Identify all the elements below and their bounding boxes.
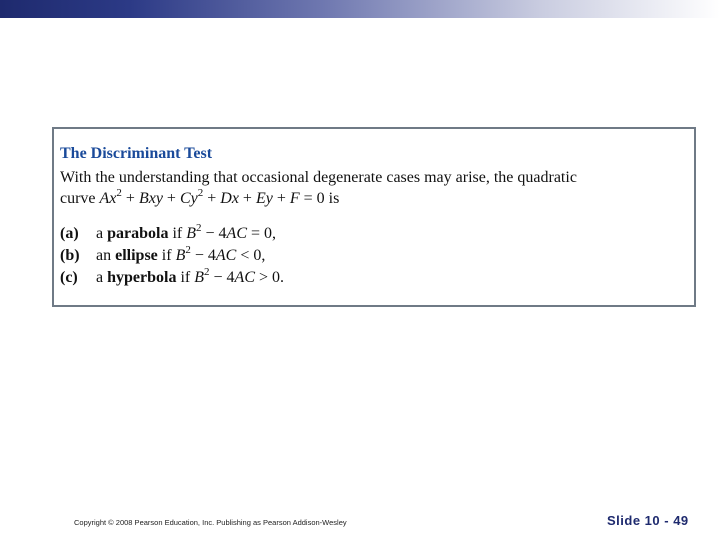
discriminant-test-box: [52, 127, 696, 307]
equation-end: = 0 is: [303, 190, 340, 207]
case-relation: < 0,: [240, 247, 266, 264]
case-label: (c): [60, 269, 78, 286]
case-if: if: [161, 247, 172, 264]
case-parabola: [60, 222, 277, 243]
case-kind: ellipse: [115, 247, 158, 264]
case-article: an: [96, 247, 112, 264]
box-title: The Discriminant Test: [60, 145, 213, 162]
case-if: if: [180, 269, 191, 286]
curve-word: curve: [60, 190, 96, 207]
quadratic-expression: $Ax^2$ + Bxy + $Cy^2 + Dx + Ey + F$: [99, 187, 300, 207]
case-kind: parabola: [107, 225, 169, 242]
case-kind: hyperbola: [107, 269, 177, 286]
case-article: a: [96, 269, 104, 286]
case-ellipse: [60, 244, 266, 265]
quadratic-equation-line: [60, 187, 340, 208]
discriminant-expression: $B^2 - 4AC$: [186, 222, 247, 242]
discriminant-expression: $B^2 - 4AC$: [194, 266, 255, 286]
slide-number: Slide 10 - 49: [607, 513, 689, 528]
case-relation: > 0.: [259, 269, 285, 286]
case-label: (a): [60, 225, 79, 242]
intro-line: With the understanding that occasional degenerate cases may arise, the quadratic: [60, 169, 577, 186]
case-label: (b): [60, 247, 80, 264]
case-article: a: [96, 225, 104, 242]
case-relation: = 0,: [251, 225, 277, 242]
case-if: if: [172, 225, 183, 242]
discriminant-expression: $B^2 - 4AC$: [175, 244, 237, 264]
title-gradient-band: [0, 0, 720, 18]
case-hyperbola: [60, 266, 285, 287]
copyright-notice: Copyright © 2008 Pearson Education, Inc. Publishing as Pearson Addison-Wesley: [74, 518, 347, 527]
